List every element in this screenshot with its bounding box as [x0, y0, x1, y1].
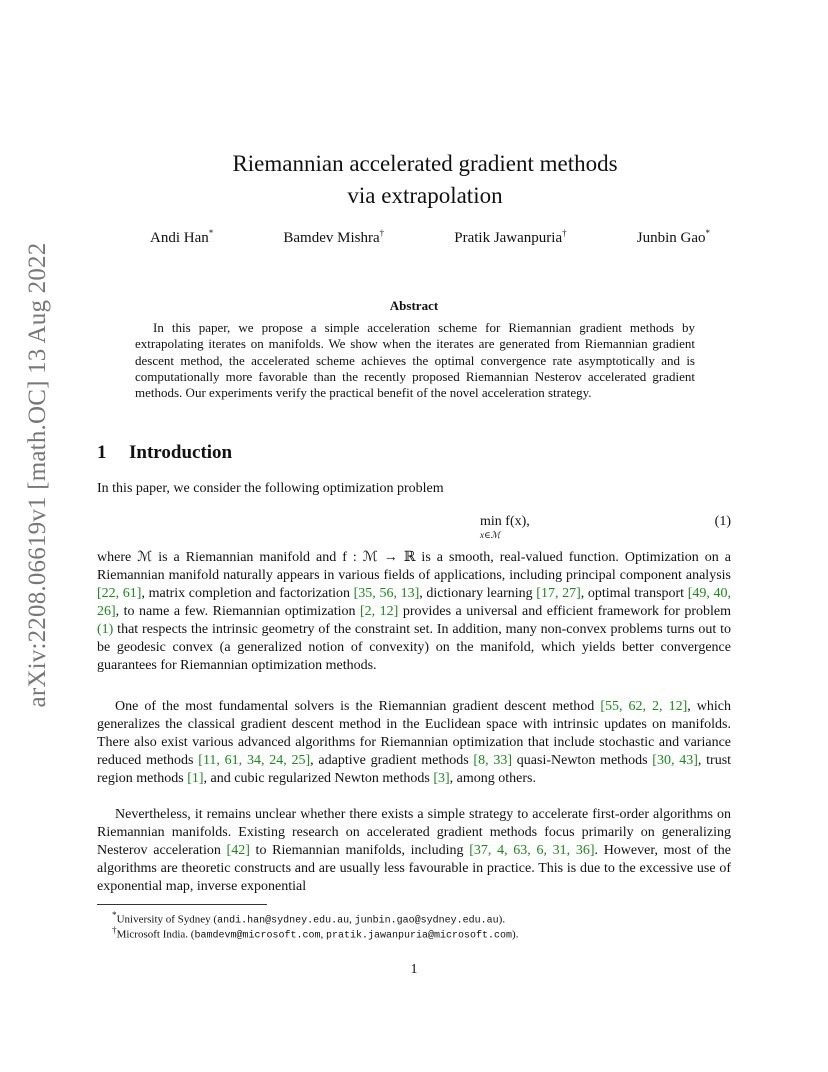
citation-link[interactable]: [22, 61] [97, 586, 142, 601]
citation-link[interactable]: [3] [433, 771, 450, 786]
footnote-divider [97, 904, 267, 905]
intro-paragraph-1: where ℳ is a Riemannian manifold and f : ℳ → ℝ is a smooth, real-valued function. Optimization on a Riemannian manifold naturally appears in various fields of applications, including principal component analysis [22, 61], matrix completion and factorization [35, 56, 13], dictionary learning [17, 27], optimal transport [49, 40, 26], to name a few. Riemannian optimization [2, 12] provides a universal and efficient framework for problem (1) that respects the intrinsic geometry of the constraint set. In addition, many non-convex problems turns out to be geodesic convex (a generalized notion of convexity) on the manifold, which yields better convergence guarantees for Riemannian optimization methods. [97, 550, 732, 673]
email-link[interactable]: andi.han@sydney.edu.au [217, 915, 350, 927]
arxiv-id-text: arXiv:2208.06619v1 [math.OC] 13 Aug 2022 [24, 242, 51, 708]
email-link[interactable]: junbin.gao@sydney.edu.au [354, 915, 499, 927]
equation-number: (1) [714, 514, 731, 529]
citation-link[interactable]: [30, 43] [652, 753, 698, 768]
citation-link[interactable]: [55, 62, 2, 12] [600, 699, 688, 714]
arxiv-sidebar-identifier [18, 242, 58, 708]
citation-link[interactable]: [37, 4, 63, 6, 31, 36] [469, 843, 595, 858]
equation-1 [97, 514, 731, 540]
email-link[interactable]: pratik.jawanpuria@microsoft.com [326, 930, 513, 942]
footnote-1: *University of Sydney (andi.han@sydney.edu.au, junbin.gao@sydney.edu.au). [112, 910, 506, 927]
citation-link[interactable]: [1] [187, 771, 204, 786]
author: Andi Han* [150, 228, 214, 246]
title-line-1: Riemannian accelerated gradient methods [232, 151, 618, 176]
footnote-2: †Microsoft India. (bamdevm@microsoft.com, pratik.jawanpuria@microsoft.com). [112, 925, 519, 942]
equation-reference-link[interactable]: (1) [97, 622, 114, 637]
author-list [150, 228, 710, 247]
citation-link[interactable]: [42] [226, 843, 250, 858]
title-line-2: via extrapolation [347, 183, 503, 208]
section-heading [97, 442, 232, 464]
paper-title [120, 148, 730, 212]
citation-link[interactable]: [17, 27] [536, 586, 581, 601]
abstract-heading: Abstract [389, 298, 439, 313]
intro-paragraph-2: One of the most fundamental solvers is the Riemannian gradient descent method [55, 62, 2, 12], which generalizes the classical gradient descent method in the Euclidean space with intrinsic updates on manifolds. There also exist various advanced algorithms for Riemannian optimization that include stochastic and variance reduced methods [11, 61, 34, 24, 25], adaptive gradient methods [8, 33] quasi-Newton methods [30, 43], trust region methods [1], and cubic regularized Newton methods [3], among others. [97, 699, 732, 786]
section-title: Introduction [129, 442, 233, 463]
page-number: 1 [410, 962, 418, 977]
intro-lead-paragraph: In this paper, we consider the following optimization problem [97, 481, 444, 496]
equation-subscript: x∈ℳ [480, 530, 501, 540]
citation-link[interactable]: [8, 33] [473, 753, 513, 768]
citation-link[interactable]: [2, 12] [360, 604, 399, 619]
section-number: 1 [97, 442, 107, 463]
abstract-text: In this paper, we propose a simple acceleration scheme for Riemannian gradient methods by extrapolating iterates on manifolds. We show when the iterates are generated from Riemannian gradient descent method, the accelerated scheme achieves the optimal convergence rate asymptotically and is computationally more favorable than the recently proposed Riemannian Nesterov accelerated gradient methods. Our experiments verify the practical benefit of the novel acceleration strategy. [135, 320, 695, 401]
citation-link[interactable]: [11, 61, 34, 24, 25] [198, 753, 311, 768]
author: Pratik Jawanpuria† [454, 228, 567, 246]
intro-paragraph-3: Nevertheless, it remains unclear whether there exists a simple strategy to accelerate first-order algorithms on Riemannian manifolds. Existing research on accelerated gradient methods focus primarily on generalizing Nesterov acceleration [42] to Riemannian manifolds, including [37, 4, 63, 6, 31, 36]. However, most of the algorithms are theoretic constructs and are usually less favourable in practice. This is due to the excessive use of exponential map, inverse exponential [97, 807, 731, 894]
author: Junbin Gao* [636, 228, 710, 246]
citation-link[interactable]: [49, 40, 26] [97, 586, 732, 619]
equation-body: min f(x), [480, 514, 530, 529]
citation-link[interactable]: [35, 56, 13] [353, 586, 420, 601]
email-link[interactable]: bamdevm@microsoft.com [194, 930, 321, 942]
author: Bamdev Mishra† [283, 228, 385, 246]
